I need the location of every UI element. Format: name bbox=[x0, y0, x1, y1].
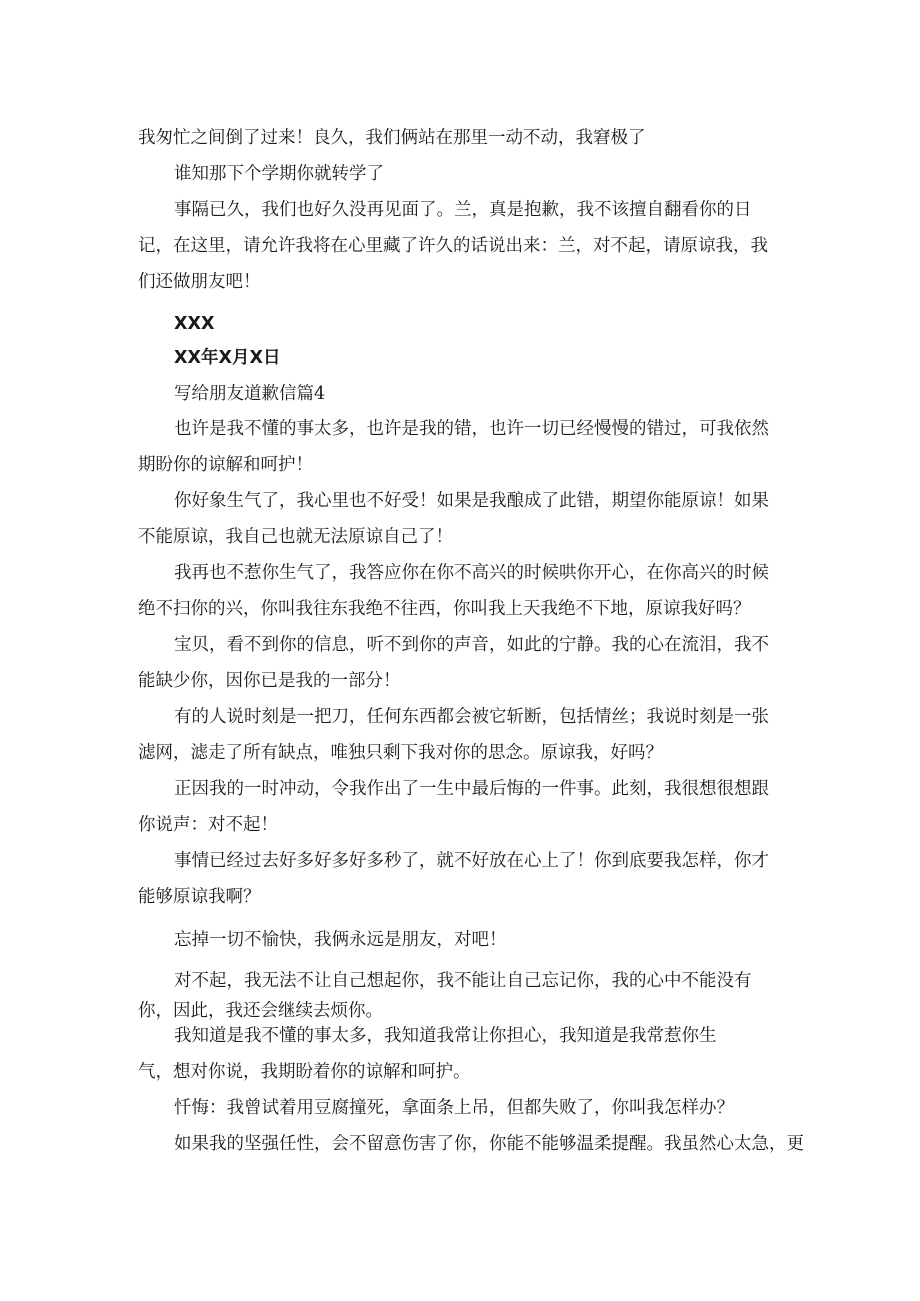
paragraph: 事隔已久，我们也好久没再见面了。兰，真是抱歉，我不该擅自翻看你的日记，在这里，请允许我将在心里藏了许久的话说出来：兰，对不起，请原谅我，我们还做朋友吧！ bbox=[138, 200, 768, 292]
paragraph: 有的人说时刻是一把刀，任何东西都会被它斩断，包括情丝；我说时刻是一张滤网，滤走了所有缺点，唯独只剩下我对你的思念。原谅我，好吗？ bbox=[138, 707, 769, 763]
paragraph-line: 如果我的坚强任性，会不留意伤害了你，你能不能够温柔提醒。我虽然心太急，更 bbox=[174, 1134, 804, 1154]
paragraph-line: 气，想对你说，我期盼着你的谅解和呵护。 bbox=[138, 1062, 471, 1082]
paragraph-line: 谁知那下个学期你就转学了 bbox=[174, 164, 384, 184]
paragraph: 正因我的一时冲动，令我作出了一生中最后悔的一件事。此刻，我很想很想跟你说声：对不起！ bbox=[138, 779, 769, 835]
paragraph-line: 我匆忙之间倒了过来！良久，我们俩站在那里一动不动，我窘极了 bbox=[138, 128, 646, 148]
signature-date: XX年X月X日 bbox=[174, 348, 281, 368]
paragraph: 你好象生气了，我心里也不好受！如果是我酿成了此错，期望你能原谅！如果不能原谅，我自己也就无法原谅自己了！ bbox=[138, 491, 769, 547]
paragraph: 事情已经过去好多好多好多秒了，就不好放在心上了！你到底要我怎样，你才能够原谅我啊？ bbox=[138, 851, 769, 907]
paragraph: 宝贝，看不到你的信息，听不到你的声音，如此的宁静。我的心在流泪，我不能缺少你，因你已是我的一部分！ bbox=[138, 635, 769, 691]
section-heading: 写给朋友道歉信篇4 bbox=[174, 384, 326, 404]
paragraph-line: 忏悔：我曾试着用豆腐撞死，拿面条上吊，但都失败了，你叫我怎样办？ bbox=[174, 1098, 734, 1118]
paragraph-line: 我知道是我不懂的事太多，我知道我常让你担心，我知道是我常惹你生 bbox=[174, 1026, 717, 1046]
paragraph: 我再也不惹你生气了，我答应你在你不高兴的时候哄你开心，在你高兴的时候绝不扫你的兴，你叫我往东我绝不往西，你叫我上天我绝不下地，原谅我好吗？ bbox=[138, 563, 769, 619]
signature-name: XXX bbox=[174, 314, 215, 334]
paragraph: 也许是我不懂的事太多，也许是我的错，也许一切已经慢慢的错过，可我依然期盼你的谅解和呵护！ bbox=[138, 419, 769, 475]
paragraph: 对不起，我无法不让自己想起你，我不能让自己忘记你，我的心中不能没有你，因此，我还会继续去烦你。 bbox=[138, 971, 752, 1021]
paragraph-line: 忘掉一切不愉快，我俩永远是朋友，对吧！ bbox=[174, 930, 507, 950]
